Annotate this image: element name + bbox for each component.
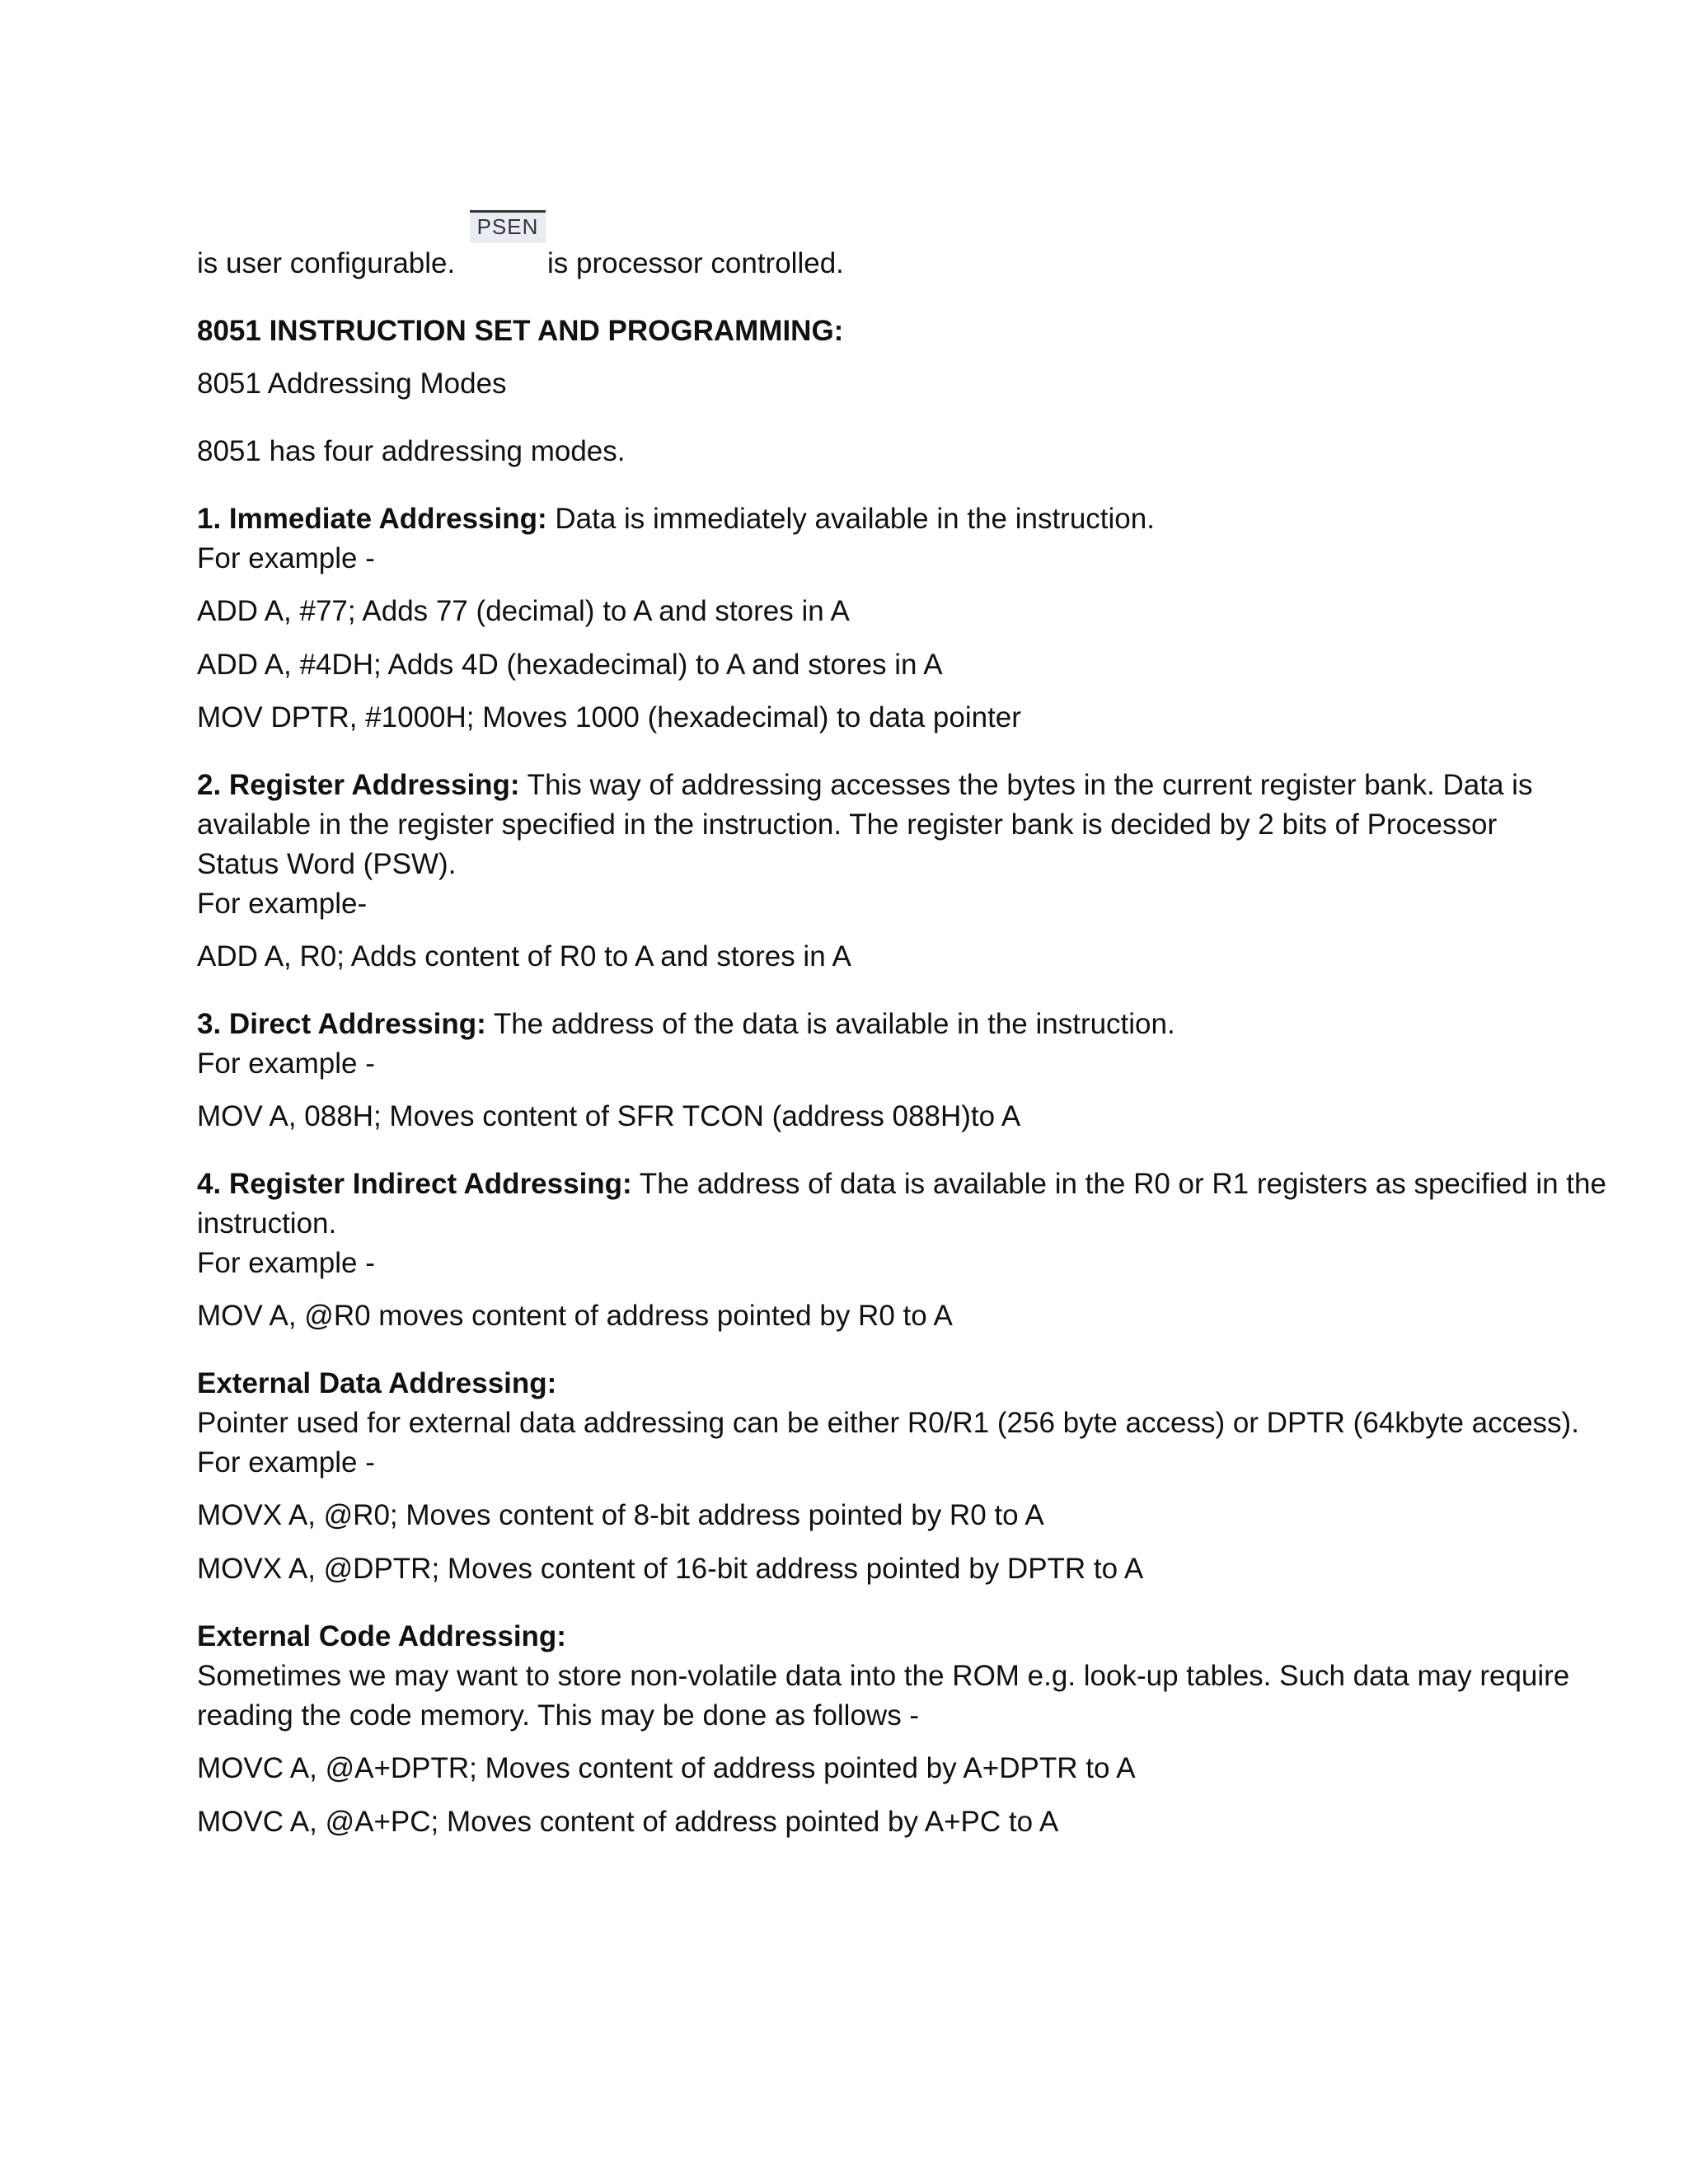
code-line: MOVC A, @A+PC; Moves content of address pointed by A+PC to A: [197, 1806, 1059, 1838]
code-line: ADD A, #77; Adds 77 (decimal) to A and stores in A: [197, 595, 850, 627]
register-desc-2: available in the register specified in the instruction. The register bank is decided by 2 bits of Processor: [197, 808, 1498, 841]
register-paragraph: [197, 766, 1532, 805]
immediate-title: 1. Immediate Addressing:: [197, 503, 547, 535]
direct-title: 3. Direct Addressing:: [197, 1008, 486, 1040]
external-code-desc-1: Sometimes we may want to store non-volatile data into the ROM e.g. look-up tables. Such data may require: [197, 1660, 1570, 1692]
code-line: MOV A, @R0 moves content of address pointed by R0 to A: [197, 1300, 953, 1332]
direct-example-label: For example -: [197, 1047, 375, 1080]
immediate-desc: Data is immediately available in the instruction.: [546, 503, 1155, 535]
intro-user-configurable: is user configurable.: [197, 247, 456, 279]
code-line: MOVC A, @A+DPTR; Moves content of address pointed by A+DPTR to A: [197, 1752, 1136, 1784]
code-line: MOV A, 088H; Moves content of SFR TCON (address 088H)to A: [197, 1100, 1021, 1132]
section-heading: 8051 INSTRUCTION SET AND PROGRAMMING:: [197, 315, 844, 347]
subheading: 8051 Addressing Modes: [197, 368, 507, 400]
indirect-example-label: For example -: [197, 1247, 375, 1279]
psen-signal-image: PSEN: [470, 210, 546, 243]
indirect-title: 4. Register Indirect Addressing:: [197, 1168, 632, 1200]
immediate-paragraph: [197, 499, 1155, 539]
direct-paragraph: [197, 1005, 1175, 1044]
code-line: MOVX A, @R0; Moves content of 8-bit address pointed by R0 to A: [197, 1499, 1044, 1531]
code-line: ADD A, R0; Adds content of R0 to A and stores in A: [197, 940, 851, 972]
register-desc-3: Status Word (PSW).: [197, 848, 457, 880]
register-example-label: For example-: [197, 888, 368, 920]
register-desc-1: This way of addressing accesses the bytes in the current register bank. Data is: [519, 769, 1533, 801]
indirect-paragraph: [197, 1165, 1606, 1204]
code-line: MOV DPTR, #1000H; Moves 1000 (hexadecimal) to data pointer: [197, 701, 1021, 733]
register-title: 2. Register Addressing:: [197, 769, 520, 801]
external-code-title: External Code Addressing:: [197, 1620, 566, 1652]
external-code-desc-2: reading the code memory. This may be done as follows -: [197, 1699, 920, 1732]
direct-desc: The address of the data is available in the instruction.: [485, 1008, 1175, 1040]
intro-modes: 8051 has four addressing modes.: [197, 435, 626, 467]
immediate-example-label: For example -: [197, 542, 375, 574]
code-line: MOVX A, @DPTR; Moves content of 16-bit address pointed by DPTR to A: [197, 1553, 1144, 1585]
external-data-title: External Data Addressing:: [197, 1367, 557, 1399]
code-line: ADD A, #4DH; Adds 4D (hexadecimal) to A and stores in A: [197, 649, 943, 681]
indirect-desc-1: The address of data is available in the R0 or R1 registers as specified in the: [631, 1168, 1606, 1200]
external-data-example-label: For example -: [197, 1446, 375, 1479]
indirect-desc-2: instruction.: [197, 1207, 337, 1240]
external-data-desc: Pointer used for external data addressing can be either R0/R1 (256 byte access) or DPTR (64kbyte access).: [197, 1407, 1579, 1439]
intro-processor-controlled: is processor controlled.: [547, 247, 844, 279]
